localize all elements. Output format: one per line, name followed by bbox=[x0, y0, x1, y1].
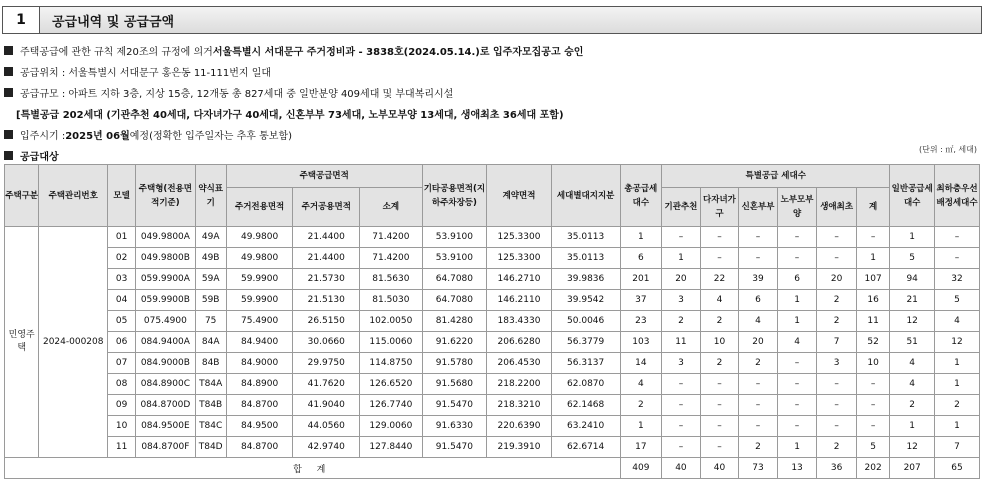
table-cell: 21.4400 bbox=[293, 248, 360, 269]
table-cell: 84.8900 bbox=[226, 374, 293, 395]
table-cell: – bbox=[739, 416, 778, 437]
table-cell: 21.4400 bbox=[293, 227, 360, 248]
table-cell: 44.0560 bbox=[293, 416, 360, 437]
col-special-units: 특별공급 세대수 bbox=[662, 165, 890, 188]
table-cell: 219.3910 bbox=[487, 437, 552, 458]
col-exclusive: 주거전용면적 bbox=[226, 188, 293, 227]
table-cell: – bbox=[777, 353, 817, 374]
col-subtotal: 소계 bbox=[360, 188, 423, 227]
table-cell: 3 bbox=[662, 290, 701, 311]
table-cell: 51 bbox=[890, 332, 935, 353]
table-cell: 21.5130 bbox=[293, 290, 360, 311]
square-bullet-icon bbox=[4, 130, 13, 139]
table-cell: 23 bbox=[620, 311, 662, 332]
table-cell: T84B bbox=[195, 395, 226, 416]
col-land: 세대별대지지분 bbox=[551, 165, 620, 227]
table-cell: 37 bbox=[620, 290, 662, 311]
table-cell: 84.9400 bbox=[226, 332, 293, 353]
table-cell: 115.0060 bbox=[360, 332, 423, 353]
table-cell: – bbox=[856, 416, 889, 437]
table-cell: 201 bbox=[620, 269, 662, 290]
table-cell: 2 bbox=[700, 353, 739, 374]
table-cell: – bbox=[817, 395, 857, 416]
table-cell: 1 bbox=[777, 290, 817, 311]
table-cell: 084.8700F bbox=[136, 437, 195, 458]
table-cell: 03 bbox=[108, 269, 136, 290]
table-cell: 06 bbox=[108, 332, 136, 353]
scale-text: 공급규모 : 아파트 지하 3층, 지상 15층, 12개동 총 827세대 중 일반분양 409세대 및 부대복리시설 bbox=[20, 89, 454, 100]
table-cell: – bbox=[700, 248, 739, 269]
table-cell: 59B bbox=[195, 290, 226, 311]
table-cell: 11 bbox=[856, 311, 889, 332]
square-bullet-icon bbox=[4, 151, 13, 160]
table-cell: 084.9000B bbox=[136, 353, 195, 374]
table-cell: 07 bbox=[108, 353, 136, 374]
total-cell: 73 bbox=[739, 458, 778, 479]
table-cell: 84.8700 bbox=[226, 437, 293, 458]
table-cell: 10 bbox=[700, 332, 739, 353]
col-general: 일반공급세대수 bbox=[890, 165, 935, 227]
table-cell: 39.9542 bbox=[551, 290, 620, 311]
table-cell: 218.3210 bbox=[487, 395, 552, 416]
table-cell: 220.6390 bbox=[487, 416, 552, 437]
table-cell: 91.5780 bbox=[422, 353, 487, 374]
table-row bbox=[5, 416, 980, 437]
table-cell: 1 bbox=[935, 374, 980, 395]
col-elderly: 노부모부양 bbox=[777, 188, 817, 227]
table-row bbox=[5, 269, 980, 290]
table-cell: – bbox=[739, 374, 778, 395]
table-cell: 075.4900 bbox=[136, 311, 195, 332]
table-cell: 5 bbox=[890, 248, 935, 269]
table-cell: 71.4200 bbox=[360, 248, 423, 269]
table-cell: 4 bbox=[620, 374, 662, 395]
table-cell: 1 bbox=[777, 311, 817, 332]
table-cell: 41.7620 bbox=[293, 374, 360, 395]
total-cell: 36 bbox=[817, 458, 857, 479]
table-cell: – bbox=[777, 227, 817, 248]
table-cell: 53.9100 bbox=[422, 248, 487, 269]
table-cell: 2 bbox=[817, 290, 857, 311]
table-cell: 81.4280 bbox=[422, 311, 487, 332]
target-heading: 공급대상 bbox=[20, 152, 59, 163]
table-cell: 39 bbox=[739, 269, 778, 290]
table-cell: 5 bbox=[856, 437, 889, 458]
table-cell: 2 bbox=[817, 437, 857, 458]
table-cell: – bbox=[662, 227, 701, 248]
table-cell: 11 bbox=[108, 437, 136, 458]
table-cell: – bbox=[935, 227, 980, 248]
table-cell: 12 bbox=[935, 332, 980, 353]
table-cell: 4 bbox=[890, 353, 935, 374]
table-cell: 114.8750 bbox=[360, 353, 423, 374]
table-cell: 62.0870 bbox=[551, 374, 620, 395]
total-cell: 40 bbox=[662, 458, 701, 479]
section-header bbox=[2, 6, 982, 34]
table-cell: 84.9500 bbox=[226, 416, 293, 437]
table-cell: 35.0113 bbox=[551, 248, 620, 269]
table-cell: 4 bbox=[739, 311, 778, 332]
table-cell: – bbox=[777, 416, 817, 437]
approval-bold-text: 서울특별시 서대문구 주거정비과 - 3838호(2024.05.14.)로 입주자모집공고 승인 bbox=[212, 47, 584, 58]
square-bullet-icon bbox=[4, 46, 13, 55]
table-cell: 125.3300 bbox=[487, 248, 552, 269]
table-cell: 6 bbox=[777, 269, 817, 290]
table-cell: 049.9800A bbox=[136, 227, 195, 248]
table-cell: 2 bbox=[700, 311, 739, 332]
table-cell: 21.5730 bbox=[293, 269, 360, 290]
table-cell: – bbox=[817, 227, 857, 248]
table-cell: 81.5030 bbox=[360, 290, 423, 311]
col-common: 주거공용면적 bbox=[293, 188, 360, 227]
table-row bbox=[5, 248, 980, 269]
table-cell: 91.5470 bbox=[422, 437, 487, 458]
table-cell: 146.2110 bbox=[487, 290, 552, 311]
table-cell: 7 bbox=[817, 332, 857, 353]
table-cell: – bbox=[817, 374, 857, 395]
table-cell: 41.9040 bbox=[293, 395, 360, 416]
square-bullet-icon bbox=[4, 88, 13, 97]
table-cell: 81.5630 bbox=[360, 269, 423, 290]
table-cell: 01 bbox=[108, 227, 136, 248]
table-cell: 084.9500E bbox=[136, 416, 195, 437]
table-cell: 08 bbox=[108, 374, 136, 395]
table-cell: 62.6714 bbox=[551, 437, 620, 458]
table-cell: 84A bbox=[195, 332, 226, 353]
col-priority: 최하층우선배정세대수 bbox=[935, 165, 980, 227]
table-cell: 35.0113 bbox=[551, 227, 620, 248]
table-cell: 084.9400A bbox=[136, 332, 195, 353]
table-cell: 103 bbox=[620, 332, 662, 353]
total-cell: 202 bbox=[856, 458, 889, 479]
table-cell: 16 bbox=[856, 290, 889, 311]
table-cell: – bbox=[700, 227, 739, 248]
table-cell: 107 bbox=[856, 269, 889, 290]
table-cell: – bbox=[817, 416, 857, 437]
location-text: 공급위치 : 서울특별시 서대문구 홍은동 11-111번지 일대 bbox=[20, 68, 272, 79]
special-supply-note: [특별공급 202세대 (기관추천 40세대, 다자녀가구 40세대, 신혼부부 73세대, 노부모부양 13세대, 생애최초 36세대 포함) bbox=[16, 110, 564, 121]
table-cell: 7 bbox=[935, 437, 980, 458]
table-cell: 71.4200 bbox=[360, 227, 423, 248]
table-cell: 4 bbox=[777, 332, 817, 353]
table-cell: 53.9100 bbox=[422, 227, 487, 248]
table-cell: 94 bbox=[890, 269, 935, 290]
col-model: 모델 bbox=[108, 165, 136, 227]
bullet-move-in bbox=[4, 124, 979, 145]
table-cell: 62.1468 bbox=[551, 395, 620, 416]
table-cell: 127.8440 bbox=[360, 437, 423, 458]
table-cell: 125.3300 bbox=[487, 227, 552, 248]
table-cell: 12 bbox=[890, 437, 935, 458]
approval-text: 주택공급에 관한 규칙 제20조의 규정에 의거 bbox=[20, 47, 213, 58]
table-cell: 126.7740 bbox=[360, 395, 423, 416]
table-cell: 4 bbox=[890, 374, 935, 395]
move-in-note: 예정(정확한 입주일자는 추후 통보함) bbox=[129, 131, 293, 142]
move-in-text: 입주시기 : bbox=[20, 131, 66, 142]
table-body bbox=[5, 227, 980, 479]
table-cell: 49.9800 bbox=[226, 227, 293, 248]
table-row bbox=[5, 353, 980, 374]
table-cell: 42.9740 bbox=[293, 437, 360, 458]
bullet-approval bbox=[4, 40, 979, 61]
table-cell: 59.9900 bbox=[226, 290, 293, 311]
col-multi: 다자녀가구 bbox=[700, 188, 739, 227]
table-cell: 91.5680 bbox=[422, 374, 487, 395]
table-cell: 22 bbox=[700, 269, 739, 290]
table-cell: 2 bbox=[620, 395, 662, 416]
table-cell: 6 bbox=[620, 248, 662, 269]
table-cell: 059.9900B bbox=[136, 290, 195, 311]
table-cell: 2 bbox=[935, 395, 980, 416]
table-cell: – bbox=[700, 416, 739, 437]
table-cell: – bbox=[777, 395, 817, 416]
table-cell: 50.0046 bbox=[551, 311, 620, 332]
col-first: 생애최초 bbox=[817, 188, 857, 227]
table-cell: – bbox=[777, 248, 817, 269]
table-cell: – bbox=[817, 248, 857, 269]
table-cell: – bbox=[739, 227, 778, 248]
total-cell: 409 bbox=[620, 458, 662, 479]
table-cell: 84B bbox=[195, 353, 226, 374]
mgmt-no-cell: 2024-000208 bbox=[39, 227, 108, 458]
table-cell: 30.0660 bbox=[293, 332, 360, 353]
table-cell: 129.0060 bbox=[360, 416, 423, 437]
housing-type-cell: 민영주택 bbox=[5, 227, 39, 458]
table-row bbox=[5, 395, 980, 416]
unit-note: (단위 : ㎡, 세대) bbox=[918, 145, 977, 154]
table-cell: 59.9900 bbox=[226, 269, 293, 290]
supply-table bbox=[4, 164, 980, 479]
table-row bbox=[5, 437, 980, 458]
table-cell: 91.5470 bbox=[422, 395, 487, 416]
table-cell: 146.2710 bbox=[487, 269, 552, 290]
table-cell: 29.9750 bbox=[293, 353, 360, 374]
table-cell: 059.9900A bbox=[136, 269, 195, 290]
table-cell: 6 bbox=[739, 290, 778, 311]
table-cell: – bbox=[935, 248, 980, 269]
table-cell: 2 bbox=[739, 437, 778, 458]
table-cell: 10 bbox=[108, 416, 136, 437]
table-cell: 1 bbox=[620, 227, 662, 248]
bullet-location bbox=[4, 61, 979, 82]
col-sum: 계 bbox=[856, 188, 889, 227]
table-cell: 56.3779 bbox=[551, 332, 620, 353]
table-cell: 14 bbox=[620, 353, 662, 374]
table-cell: 49.9800 bbox=[226, 248, 293, 269]
table-cell: – bbox=[662, 374, 701, 395]
table-cell: 1 bbox=[777, 437, 817, 458]
table-cell: 63.2410 bbox=[551, 416, 620, 437]
table-cell: 218.2200 bbox=[487, 374, 552, 395]
table-cell: 2 bbox=[739, 353, 778, 374]
table-row bbox=[5, 332, 980, 353]
table-cell: 26.5150 bbox=[293, 311, 360, 332]
table-cell: 59A bbox=[195, 269, 226, 290]
table-cell: – bbox=[856, 395, 889, 416]
bullet-list bbox=[4, 40, 979, 166]
table-cell: 49A bbox=[195, 227, 226, 248]
bullet-scale bbox=[4, 82, 979, 103]
table-cell: 10 bbox=[856, 353, 889, 374]
col-type: 주택형(전용면적기준) bbox=[136, 165, 195, 227]
table-cell: 084.8900C bbox=[136, 374, 195, 395]
total-cell: 13 bbox=[777, 458, 817, 479]
table-cell: 1 bbox=[890, 416, 935, 437]
table-cell: 04 bbox=[108, 290, 136, 311]
table-cell: 20 bbox=[662, 269, 701, 290]
table-cell: 206.4530 bbox=[487, 353, 552, 374]
table-row bbox=[5, 374, 980, 395]
table-cell: 32 bbox=[935, 269, 980, 290]
col-housing-type: 주택구분 bbox=[5, 165, 39, 227]
col-contract: 계약면적 bbox=[487, 165, 552, 227]
table-cell: 20 bbox=[739, 332, 778, 353]
table-row bbox=[5, 311, 980, 332]
total-cell: 40 bbox=[700, 458, 739, 479]
table-cell: 1 bbox=[890, 227, 935, 248]
table-cell: – bbox=[662, 416, 701, 437]
total-cell: 207 bbox=[890, 458, 935, 479]
total-cell: 65 bbox=[935, 458, 980, 479]
table-cell: 02 bbox=[108, 248, 136, 269]
table-cell: 75 bbox=[195, 311, 226, 332]
table-cell: 126.6520 bbox=[360, 374, 423, 395]
header-row-top bbox=[5, 165, 980, 188]
col-inst: 기관추천 bbox=[662, 188, 701, 227]
bullet-target bbox=[4, 145, 979, 166]
table-cell: – bbox=[777, 374, 817, 395]
table-cell: T84D bbox=[195, 437, 226, 458]
table-cell: – bbox=[856, 374, 889, 395]
col-newly: 신혼부부 bbox=[739, 188, 778, 227]
table-cell: 1 bbox=[935, 416, 980, 437]
table-cell: 56.3137 bbox=[551, 353, 620, 374]
table-cell: 52 bbox=[856, 332, 889, 353]
table-row bbox=[5, 290, 980, 311]
table-cell: 102.0050 bbox=[360, 311, 423, 332]
table-cell: 39.9836 bbox=[551, 269, 620, 290]
table-cell: 1 bbox=[620, 416, 662, 437]
table-cell: – bbox=[700, 374, 739, 395]
table-cell: – bbox=[700, 395, 739, 416]
table-cell: 64.7080 bbox=[422, 269, 487, 290]
table-cell: 5 bbox=[935, 290, 980, 311]
col-total-units: 총공급세대수 bbox=[620, 165, 662, 227]
table-cell: 21 bbox=[890, 290, 935, 311]
table-cell: 09 bbox=[108, 395, 136, 416]
total-row bbox=[5, 458, 980, 479]
table-cell: 183.4330 bbox=[487, 311, 552, 332]
total-label: 합 계 bbox=[5, 458, 621, 479]
table-cell: 4 bbox=[700, 290, 739, 311]
table-cell: – bbox=[856, 227, 889, 248]
table-cell: 17 bbox=[620, 437, 662, 458]
table-cell: 91.6330 bbox=[422, 416, 487, 437]
section-number: 1 bbox=[3, 7, 40, 33]
table-cell: 049.9800B bbox=[136, 248, 195, 269]
table-cell: 75.4900 bbox=[226, 311, 293, 332]
table-cell: 91.6220 bbox=[422, 332, 487, 353]
table-cell: 05 bbox=[108, 311, 136, 332]
col-mgmt-no: 주택관리번호 bbox=[39, 165, 108, 227]
table-cell: 206.6280 bbox=[487, 332, 552, 353]
table-cell: 84.8700 bbox=[226, 395, 293, 416]
table-cell: 2 bbox=[662, 311, 701, 332]
table-cell: 084.8700D bbox=[136, 395, 195, 416]
table-cell: T84A bbox=[195, 374, 226, 395]
table-cell: – bbox=[662, 437, 701, 458]
table-cell: 1 bbox=[662, 248, 701, 269]
table-cell: 12 bbox=[890, 311, 935, 332]
table-cell: – bbox=[739, 248, 778, 269]
table-cell: 3 bbox=[662, 353, 701, 374]
table-cell: 20 bbox=[817, 269, 857, 290]
table-cell: 64.7080 bbox=[422, 290, 487, 311]
table-cell: – bbox=[700, 437, 739, 458]
table-cell: 2 bbox=[817, 311, 857, 332]
table-cell: 1 bbox=[856, 248, 889, 269]
table-cell: – bbox=[739, 395, 778, 416]
table-cell: 1 bbox=[935, 353, 980, 374]
table-cell: 49B bbox=[195, 248, 226, 269]
section-title: 공급내역 및 공급금액 bbox=[40, 7, 981, 33]
table-cell: 11 bbox=[662, 332, 701, 353]
square-bullet-icon bbox=[4, 67, 13, 76]
table-cell: – bbox=[662, 395, 701, 416]
col-other-common: 기타공용면적(지하주차장등) bbox=[422, 165, 487, 227]
table-cell: 2 bbox=[890, 395, 935, 416]
table-cell: 3 bbox=[817, 353, 857, 374]
table-cell: 4 bbox=[935, 311, 980, 332]
move-in-date: 2025년 06월 bbox=[65, 131, 130, 142]
col-supply-area: 주택공급면적 bbox=[226, 165, 422, 188]
table-row bbox=[5, 227, 980, 248]
table-cell: T84C bbox=[195, 416, 226, 437]
col-abbr: 약식표기 bbox=[195, 165, 226, 227]
table-cell: 84.9000 bbox=[226, 353, 293, 374]
